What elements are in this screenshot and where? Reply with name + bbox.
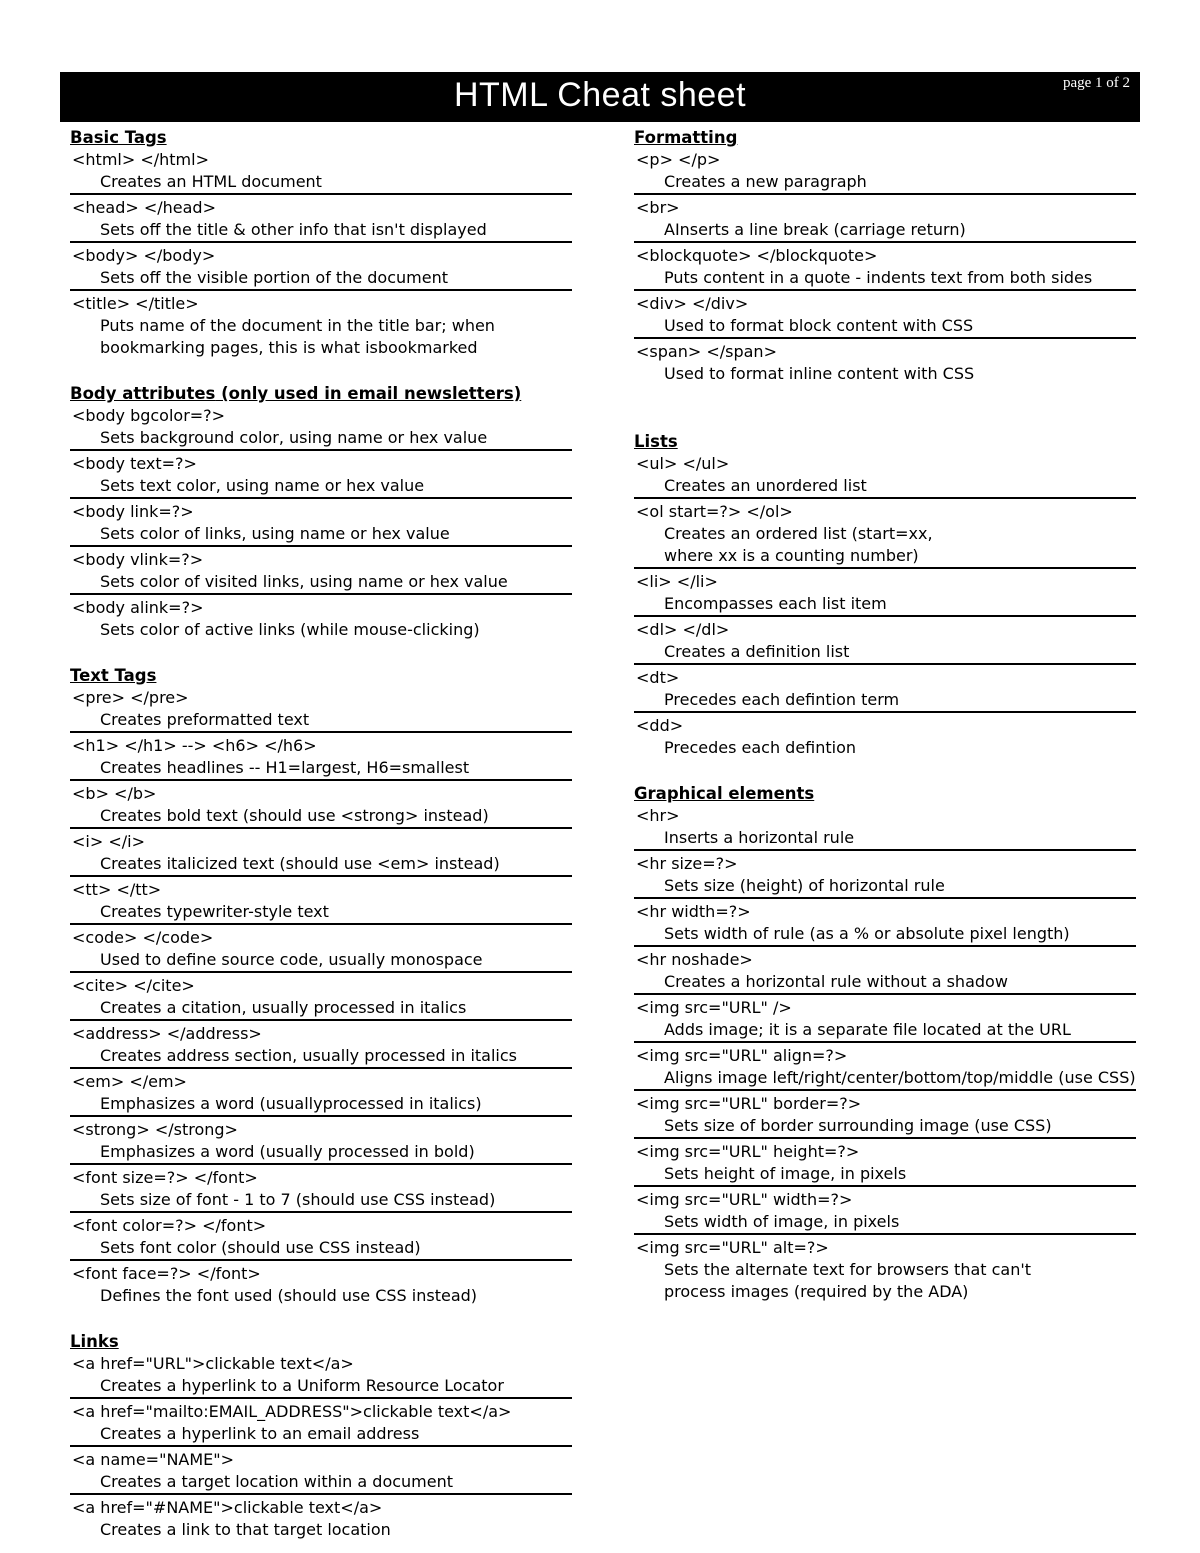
tag-entry [634, 949, 1136, 995]
tag-description: Puts name of the document in the title bar; when [100, 316, 495, 335]
tag-description: Sets off the visible portion of the document [100, 268, 448, 287]
section-title-basic-tags: Basic Tags [70, 128, 167, 147]
tag-syntax: <cite> </cite> [72, 976, 195, 995]
tag-description: Used to define source code, usually monospace [100, 950, 483, 969]
tag-description: Precedes each defintion [664, 738, 857, 757]
tag-description: Sets off the title & other info that isn't displayed [100, 220, 487, 239]
tag-description: Sets background color, using name or hex value [100, 428, 488, 447]
tag-entry [70, 597, 572, 641]
tag-description: Used to format inline content with CSS [664, 364, 975, 383]
tag-syntax: <img src="URL" align=?> [636, 1046, 848, 1065]
tag-syntax: <body alink=?> [72, 598, 204, 617]
header-bar [60, 72, 1140, 122]
tag-syntax: <p> </p> [636, 150, 721, 169]
tag-syntax: <span> </span> [636, 342, 777, 361]
tag-syntax: <img src="URL" alt=?> [636, 1238, 829, 1257]
tag-syntax: <hr> [636, 806, 680, 825]
tag-syntax: <strong> </strong> [72, 1120, 238, 1139]
tag-entry [70, 927, 572, 973]
section-title-text-tags: Text Tags [70, 666, 157, 685]
tag-syntax: <font face=?> </font> [72, 1264, 261, 1283]
tag-description: Inserts a horizontal rule [664, 828, 855, 847]
tag-description: Sets font color (should use CSS instead) [100, 1238, 421, 1257]
tag-entry [70, 453, 572, 499]
tag-entry [634, 997, 1136, 1043]
tag-description: Sets text color, using name or hex value [100, 476, 425, 495]
tag-entry [70, 1353, 572, 1399]
section-title-note: (only used in email newsletters) [215, 384, 522, 403]
tag-syntax: <b> </b> [72, 784, 157, 803]
section-title-body-attributes [70, 383, 572, 405]
section-title-graphical-elements: Graphical elements [634, 784, 815, 803]
tag-syntax: <tt> </tt> [72, 880, 162, 899]
tag-entry [70, 1401, 572, 1447]
tag-syntax: <ul> </ul> [636, 454, 730, 473]
tag-description: Sets color of links, using name or hex value [100, 524, 450, 543]
tag-syntax: <em> </em> [72, 1072, 187, 1091]
tag-description: Creates an ordered list (start=xx, [664, 524, 933, 543]
tag-syntax: <li> </li> [636, 572, 718, 591]
section-title-text: Body attributes [70, 384, 216, 403]
tag-entry [634, 805, 1136, 851]
tag-description: Creates bold text (should use <strong> instead) [100, 806, 489, 825]
tag-description: Aligns image left/right/center/bottom/top/middle (use CSS) [664, 1068, 1136, 1087]
tag-description: Creates italicized text (should use <em> instead) [100, 854, 500, 873]
tag-syntax: <a name="NAME"> [72, 1450, 235, 1469]
tag-description: Creates a citation, usually processed in italics [100, 998, 467, 1017]
tag-entry [70, 1497, 572, 1541]
tag-description: Emphasizes a word (usuallyprocessed in italics) [100, 1094, 482, 1113]
tag-syntax: <head> </head> [72, 198, 216, 217]
tag-description: Creates a definition list [664, 642, 850, 661]
tag-entry [70, 783, 572, 829]
tag-description: Sets color of visited links, using name or hex value [100, 572, 508, 591]
tag-syntax: <img src="URL" width=?> [636, 1190, 853, 1209]
tag-syntax: <address> </address> [72, 1024, 262, 1043]
tag-entry [70, 879, 572, 925]
tag-entry [634, 245, 1136, 291]
tag-description: process images (required by the ADA) [664, 1282, 969, 1301]
tag-entry [634, 1189, 1136, 1235]
tag-entry [70, 1071, 572, 1117]
tag-syntax: <br> [636, 198, 680, 217]
tag-syntax: <font size=?> </font> [72, 1168, 258, 1187]
tag-description: Sets size of font - 1 to 7 (should use CSS instead) [100, 1190, 496, 1209]
section-title-links: Links [70, 1332, 119, 1351]
tag-syntax: <body> </body> [72, 246, 216, 265]
tag-description: Creates a hyperlink to a Uniform Resource Locator [100, 1376, 504, 1395]
tag-syntax: <dd> [636, 716, 684, 735]
tag-entry [634, 1045, 1136, 1091]
tag-syntax: <hr size=?> [636, 854, 738, 873]
tag-entry [70, 405, 572, 451]
right-column [634, 127, 1136, 1305]
tag-entry [70, 735, 572, 781]
tag-description: Sets width of rule (as a % or absolute pixel length) [664, 924, 1070, 943]
tag-description: Creates an unordered list [664, 476, 867, 495]
tag-syntax: <h1> </h1> --> <h6> </h6> [72, 736, 317, 755]
tag-syntax: <code> </code> [72, 928, 214, 947]
tag-description: Creates an HTML document [100, 172, 322, 191]
tag-entry [634, 501, 1136, 569]
tag-entry [70, 293, 572, 359]
tag-description: Used to format block content with CSS [664, 316, 974, 335]
tag-syntax: <body link=?> [72, 502, 194, 521]
tag-syntax: <a href="URL">clickable text</a> [72, 1354, 354, 1373]
tag-syntax: <hr width=?> [636, 902, 751, 921]
tag-description: Puts content in a quote - indents text from both sides [664, 268, 1093, 287]
section-text-tags [70, 687, 572, 1307]
section-title-formatting: Formatting [634, 128, 738, 147]
tag-syntax: <body bgcolor=?> [72, 406, 226, 425]
tag-syntax: <html> </html> [72, 150, 209, 169]
section-lists [634, 453, 1136, 759]
tag-entry [634, 667, 1136, 713]
tag-entry [70, 149, 572, 195]
tag-entry [634, 453, 1136, 499]
tag-entry [70, 687, 572, 733]
tag-description: Creates preformatted text [100, 710, 310, 729]
tag-syntax: <title> </title> [72, 294, 199, 313]
tag-entry [70, 1023, 572, 1069]
tag-syntax: <img src="URL" border=?> [636, 1094, 862, 1113]
tag-entry [70, 1215, 572, 1261]
tag-description: Creates a target location within a document [100, 1472, 454, 1491]
tag-syntax: <dt> [636, 668, 680, 687]
tag-entry [70, 1167, 572, 1213]
page-number: page 1 of 2 [1062, 75, 1130, 91]
tag-syntax: <img src="URL" height=?> [636, 1142, 860, 1161]
tag-syntax: <img src="URL" /> [636, 998, 792, 1017]
tag-description: Encompasses each list item [664, 594, 887, 613]
tag-syntax: <dl> </dl> [636, 620, 730, 639]
tag-entry [70, 549, 572, 595]
tag-description: Creates headlines -- H1=largest, H6=smallest [100, 758, 470, 777]
tag-entry [634, 1093, 1136, 1139]
tag-entry [70, 1119, 572, 1165]
tag-entry [634, 149, 1136, 195]
section-basic-tags [70, 149, 572, 359]
tag-description: Sets height of image, in pixels [664, 1164, 907, 1183]
tag-description: Sets width of image, in pixels [664, 1212, 900, 1231]
tag-description: Creates address section, usually processed in italics [100, 1046, 517, 1065]
tag-entry [634, 571, 1136, 617]
tag-syntax: <hr noshade> [636, 950, 753, 969]
tag-description: Creates a new paragraph [664, 172, 867, 191]
tag-description: Defines the font used (should use CSS instead) [100, 1286, 478, 1305]
tag-entry [70, 245, 572, 291]
tag-entry [70, 831, 572, 877]
tag-entry [634, 293, 1136, 339]
tag-entry [634, 715, 1136, 759]
section-formatting [634, 149, 1136, 385]
tag-entry [634, 341, 1136, 385]
tag-description: Precedes each defintion term [664, 690, 900, 709]
tag-syntax: <pre> </pre> [72, 688, 189, 707]
section-links [70, 1353, 572, 1541]
tag-entry [634, 901, 1136, 947]
tag-description: Sets size of border surrounding image (use CSS) [664, 1116, 1052, 1135]
tag-entry [634, 197, 1136, 243]
tag-entry [634, 619, 1136, 665]
tag-syntax: <a href="mailto:EMAIL_ADDRESS">clickable text</a> [72, 1402, 512, 1421]
section-body-attributes [70, 405, 572, 641]
tag-entry [634, 853, 1136, 899]
tag-entry [634, 1237, 1136, 1303]
tag-entry [70, 975, 572, 1021]
tag-description: bookmarking pages, this is what isbookmarked [100, 338, 478, 357]
tag-entry [70, 501, 572, 547]
tag-syntax: <div> </div> [636, 294, 749, 313]
tag-description: Emphasizes a word (usually processed in bold) [100, 1142, 475, 1161]
tag-description: Creates a horizontal rule without a shadow [664, 972, 1008, 991]
tag-entry [634, 1141, 1136, 1187]
section-title-lists: Lists [634, 432, 678, 451]
tag-description: where xx is a counting number) [664, 546, 919, 565]
tag-description: Sets color of active links (while mouse-clicking) [100, 620, 480, 639]
tag-syntax: <i> </i> [72, 832, 145, 851]
page-title: HTML Cheat sheet [453, 76, 747, 114]
section-graphical-elements [634, 805, 1136, 1303]
left-column [70, 127, 572, 1543]
tag-description: Sets the alternate text for browsers that can't [664, 1260, 1032, 1279]
tag-description: Sets size (height) of horizontal rule [664, 876, 945, 895]
tag-description: Creates a hyperlink to an email address [100, 1424, 420, 1443]
tag-syntax: <ol start=?> </ol> [636, 502, 793, 521]
tag-entry [70, 1449, 572, 1495]
tag-syntax: <font color=?> </font> [72, 1216, 267, 1235]
tag-syntax: <a href="#NAME">clickable text</a> [72, 1498, 383, 1517]
tag-syntax: <body vlink=?> [72, 550, 204, 569]
tag-entry [70, 1263, 572, 1307]
tag-entry [70, 197, 572, 243]
tag-description: AInserts a line break (carriage return) [664, 220, 966, 239]
tag-description: Creates typewriter-style text [100, 902, 329, 921]
tag-syntax: <blockquote> </blockquote> [636, 246, 878, 265]
tag-description: Adds image; it is a separate file located at the URL [664, 1020, 1071, 1039]
tag-syntax: <body text=?> [72, 454, 197, 473]
tag-description: Creates a link to that target location [100, 1520, 391, 1539]
